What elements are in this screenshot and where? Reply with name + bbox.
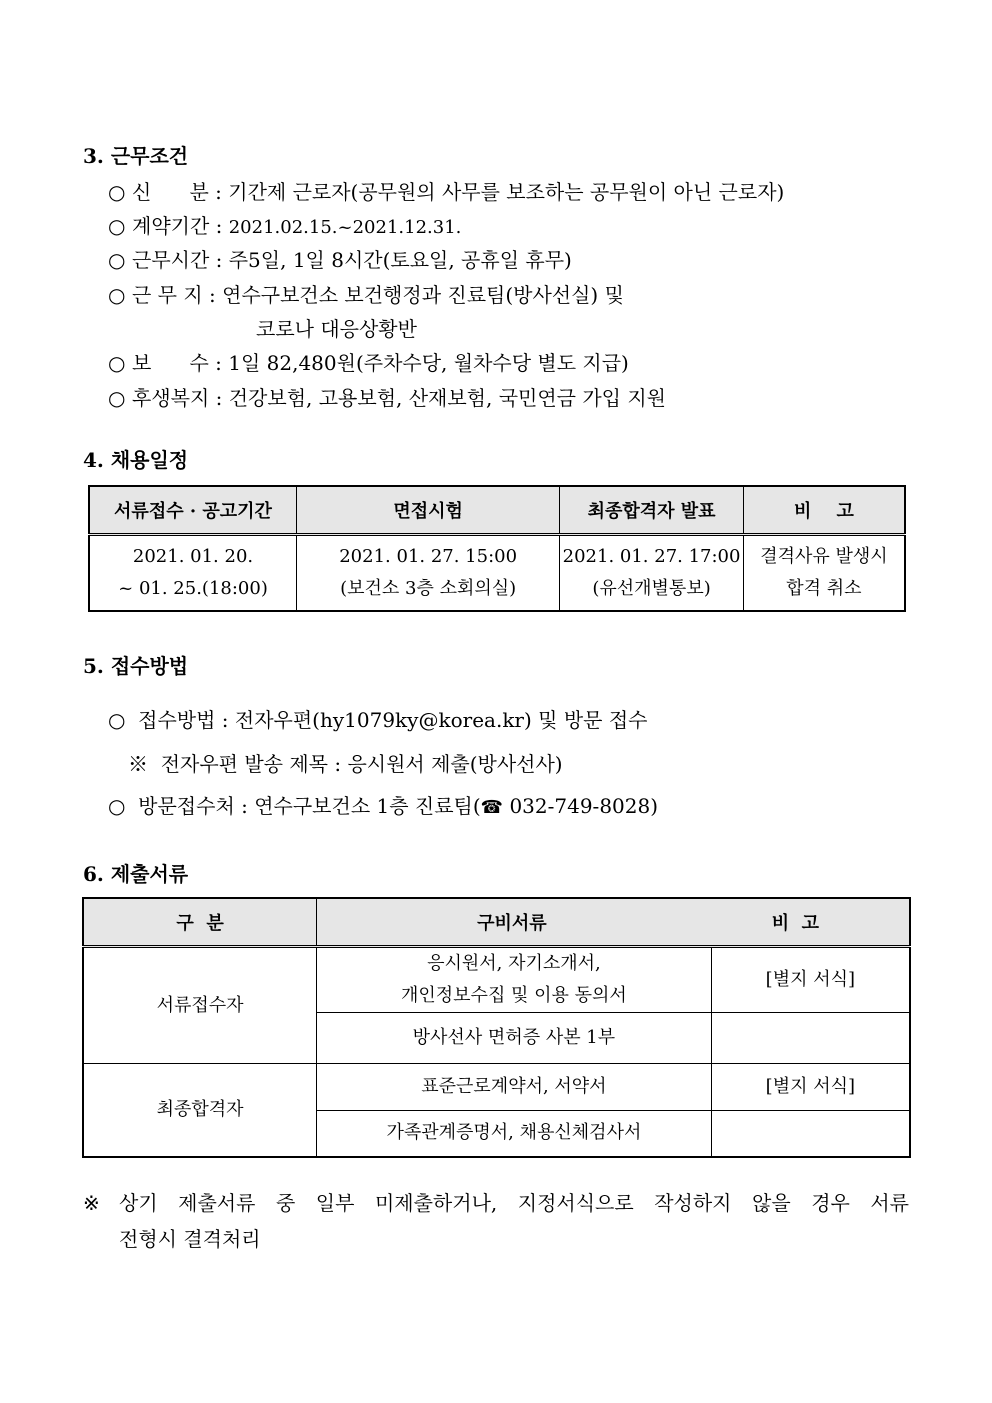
email-subject-note: ※ 전자우편 발송 제목 : 응시원서 제출(방사선사) <box>128 752 563 776</box>
section-4-title: 4. 채용일정 <box>83 448 189 472</box>
schedule-row <box>89 535 905 612</box>
documents-row <box>83 947 910 1013</box>
work-condition-pay: ○ 보 수 : 1일 82,480원(주차수당, 월차수당 별도 지급) <box>108 351 629 375</box>
documents-table <box>82 897 911 1158</box>
footnote <box>83 1185 911 1257</box>
footnote-line1: 상기 제출서류 중 일부 미제출하거나, 지정서식으로 작성하지 않을 경우 서류 <box>119 1191 909 1215</box>
schedule-cell-application: 2021. 01. 20. ~ 01. 25.(18:00) <box>89 535 297 612</box>
work-condition-location-line2: 코로나 대응상황반 <box>256 317 417 341</box>
documents-category-final: 최종합격자 <box>83 1064 317 1157</box>
schedule-header-announcement: 최종합격자 발표 <box>560 486 744 535</box>
schedule-table <box>88 485 906 612</box>
schedule-header-interview: 면접시험 <box>297 486 560 535</box>
footnote-mark: ※ <box>83 1191 100 1215</box>
documents-header-category: 구 분 <box>83 898 317 947</box>
footnote-line2: 전형시 결격처리 <box>119 1227 261 1251</box>
schedule-header-row <box>89 486 905 535</box>
visit-location: ○ 방문접수처 : 연수구보건소 1층 진료팀(☎ 032-749-8028) <box>108 794 659 818</box>
schedule-cell-announcement: 2021. 01. 27. 17:00 (유선개별통보) <box>560 535 744 612</box>
documents-remark: [별지 서식] <box>711 1064 910 1111</box>
application-method: ○ 접수방법 : 전자우편(hy1079ky@korea.kr) 및 방문 접수 <box>108 708 648 732</box>
work-condition-welfare: ○ 후생복지 : 건강보험, 고용보험, 산재보험, 국민연금 가입 지원 <box>108 386 666 410</box>
documents-doc: 표준근로계약서, 서약서 <box>317 1064 712 1111</box>
documents-header-docs: 구비서류 비 고 <box>317 898 910 947</box>
documents-row <box>83 1064 910 1111</box>
documents-header-remarks: 비 고 <box>771 913 820 934</box>
documents-doc: 가족관계증명서, 채용신체검사서 <box>317 1111 712 1157</box>
work-condition-hours: ○ 근무시간 : 주5일, 1일 8시간(토요일, 공휴일 휴무) <box>108 248 572 272</box>
section-3-title: 3. 근무조건 <box>83 144 189 168</box>
schedule-cell-remarks: 결격사유 발생시 합격 취소 <box>743 535 905 612</box>
work-condition-contract: ○ 계약기간 : 2021.02.15.~2021.12.31. <box>108 214 462 238</box>
documents-header-row <box>83 898 910 947</box>
documents-doc: 응시원서, 자기소개서, 개인정보수집 및 이용 동의서 <box>317 947 712 1013</box>
schedule-cell-interview: 2021. 01. 27. 15:00 (보건소 3층 소회의실) <box>297 535 560 612</box>
section-6-title: 6. 제출서류 <box>83 862 189 886</box>
schedule-header-remarks: 비 고 <box>743 486 905 535</box>
documents-doc: 방사선사 면허증 사본 1부 <box>317 1013 712 1064</box>
phone-icon: ☎ <box>480 797 504 818</box>
documents-category-applicant: 서류접수자 <box>83 947 317 1064</box>
documents-remark <box>711 1013 910 1064</box>
section-5-title: 5. 접수방법 <box>83 654 189 678</box>
work-condition-status: ○ 신 분 : 기간제 근로자(공무원의 사무를 보조하는 공무원이 아닌 근로자) <box>108 180 785 204</box>
documents-remark: [별지 서식] <box>711 947 910 1013</box>
schedule-header-application: 서류접수 · 공고기간 <box>89 486 297 535</box>
work-condition-location: ○ 근 무 지 : 연수구보건소 보건행정과 진료팀(방사선실) 및 <box>108 283 624 307</box>
documents-remark <box>711 1111 910 1157</box>
